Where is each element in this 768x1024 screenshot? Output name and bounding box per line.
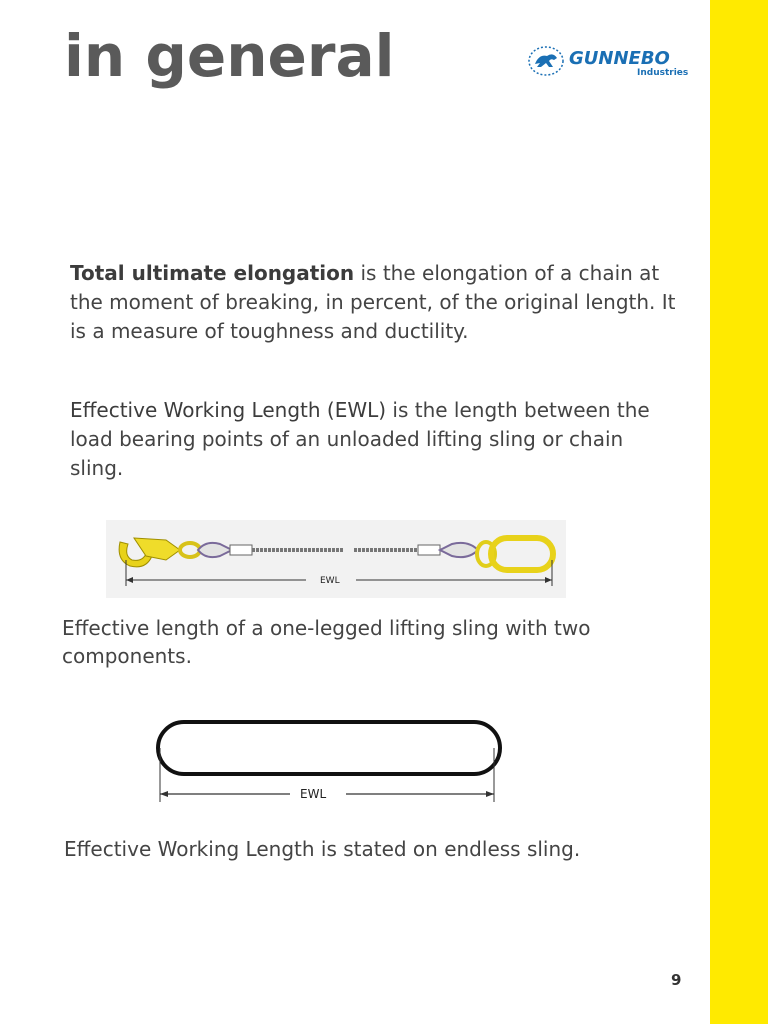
gunnebo-lion-icon (527, 44, 567, 78)
one-legged-sling-figure (106, 520, 566, 598)
logo-wordmark: GUNNEBO (569, 48, 670, 69)
page-title: in general (64, 22, 395, 90)
figure-caption-one-legged: Effective length of a one-legged lifting sling with two components. (62, 616, 591, 668)
definition-text: is the length between the load bearing points of an unloaded lifting sling or chain sling. (70, 398, 650, 480)
endless-sling-figure (150, 718, 510, 806)
dimension-arrow (486, 791, 494, 797)
definition-text: is the elongation of a chain at the moment of breaking, in percent, of the original length. It is a measure of toughness and ductility. (70, 261, 676, 343)
ferrule-icon (230, 545, 252, 555)
gunnebo-logo (527, 44, 697, 84)
definition-term: Total ultimate elongation (70, 261, 355, 285)
page-number: 9 (671, 971, 682, 989)
definition-total-ultimate-elongation (70, 259, 680, 346)
logo-subtitle: Industries (637, 68, 689, 78)
ferrule-icon (418, 545, 440, 555)
ewl-label: EWL (300, 787, 327, 801)
definition-effective-working-length (70, 396, 680, 483)
endless-sling-icon (158, 722, 500, 774)
figure-caption-endless-sling: Effective Working Length is stated on endless sling. (64, 837, 581, 861)
yellow-accent-bar (710, 0, 768, 1024)
dimension-arrow (160, 791, 168, 797)
definition-term: Effective Working Length (EWL) (70, 398, 387, 422)
ewl-label: EWL (320, 576, 340, 586)
